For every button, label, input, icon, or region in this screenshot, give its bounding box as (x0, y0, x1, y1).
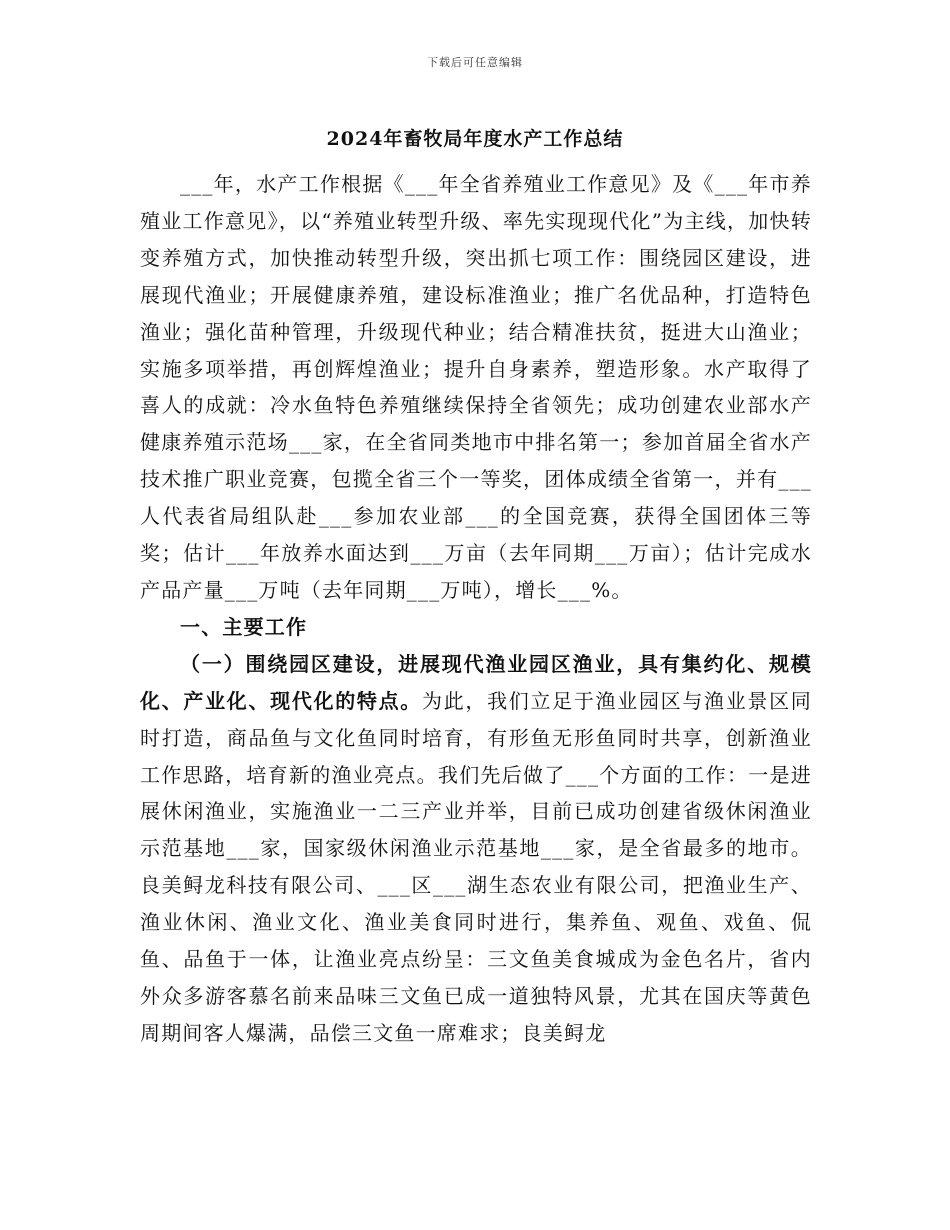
header-note: 下载后可任意编辑 (427, 56, 523, 69)
subsection-lead: （一）围绕园区建设，进展现代渔业园区渔业，具有集约化、规模化、产业化、现代化的特点。 (140, 651, 812, 713)
document-title: 2024年畜牧局年度水产工作总结 (326, 128, 624, 150)
subsection-body: 为此，我们立足于渔业园区与渔业景区同时打造，商品鱼与文化鱼同时培育，有形鱼无形鱼同时共享，创新渔业工作思路，培育新的渔业亮点。我们先后做了___个方面的工作：一是进展休闲渔业，实施渔业一二三产业并举，目前已成功创建省级休闲渔业示范基地___家，国家级休闲渔业示范基地___家，是全省最多的地市。良美鲟龙科技有限公司、___区___湖生态农业有限公司，把渔业生产、渔业休闲、渔业文化、渔业美食同时进行，集养鱼、观鱼、戏鱼、侃鱼、品鱼于一体，让渔业亮点纷呈：三文鱼美食城成为金色名片，省内外众多游客慕名前来品味三文鱼已成一道独特风景，尤其在国庆等黄色周期间客人爆满，品偿三文鱼一席难求；良美鲟龙 (140, 688, 812, 1045)
section-heading: 一、主要工作 (180, 614, 308, 639)
subsection-paragraph (140, 646, 812, 1052)
document-body (140, 166, 812, 1052)
intro-paragraph: ___年，水产工作根据《___年全省养殖业工作意见》及《___年市养殖业工作意见》，以“养殖业转型升级、率先实现现代化”为主线，加快转变养殖方式，加快推动转型升级，突出抓七项工作：围绕园区建设，进展现代渔业；开展健康养殖，建设标准渔业；推广名优品种，打造特色渔业；强化苗种管理，升级现代种业；结合精准扶贫，挺进大山渔业；实施多项举措，再创辉煌渔业；提升自身素养，塑造形象。水产取得了喜人的成就：冷水鱼特色养殖继续保持全省领先；成功创建农业部水产健康养殖示范场___家，在全省同类地市中排名第一；参加首届全省水产技术推广职业竞赛，包揽全省三个一等奖，团体成绩全省第一，并有___人代表省局组队赴___参加农业部___的全国竞赛，获得全国团体三等奖；估计___年放养水面达到___万亩（去年同期___万亩）；估计完成水产品产量___万吨（去年同期___万吨），增长___%。 (140, 172, 812, 602)
